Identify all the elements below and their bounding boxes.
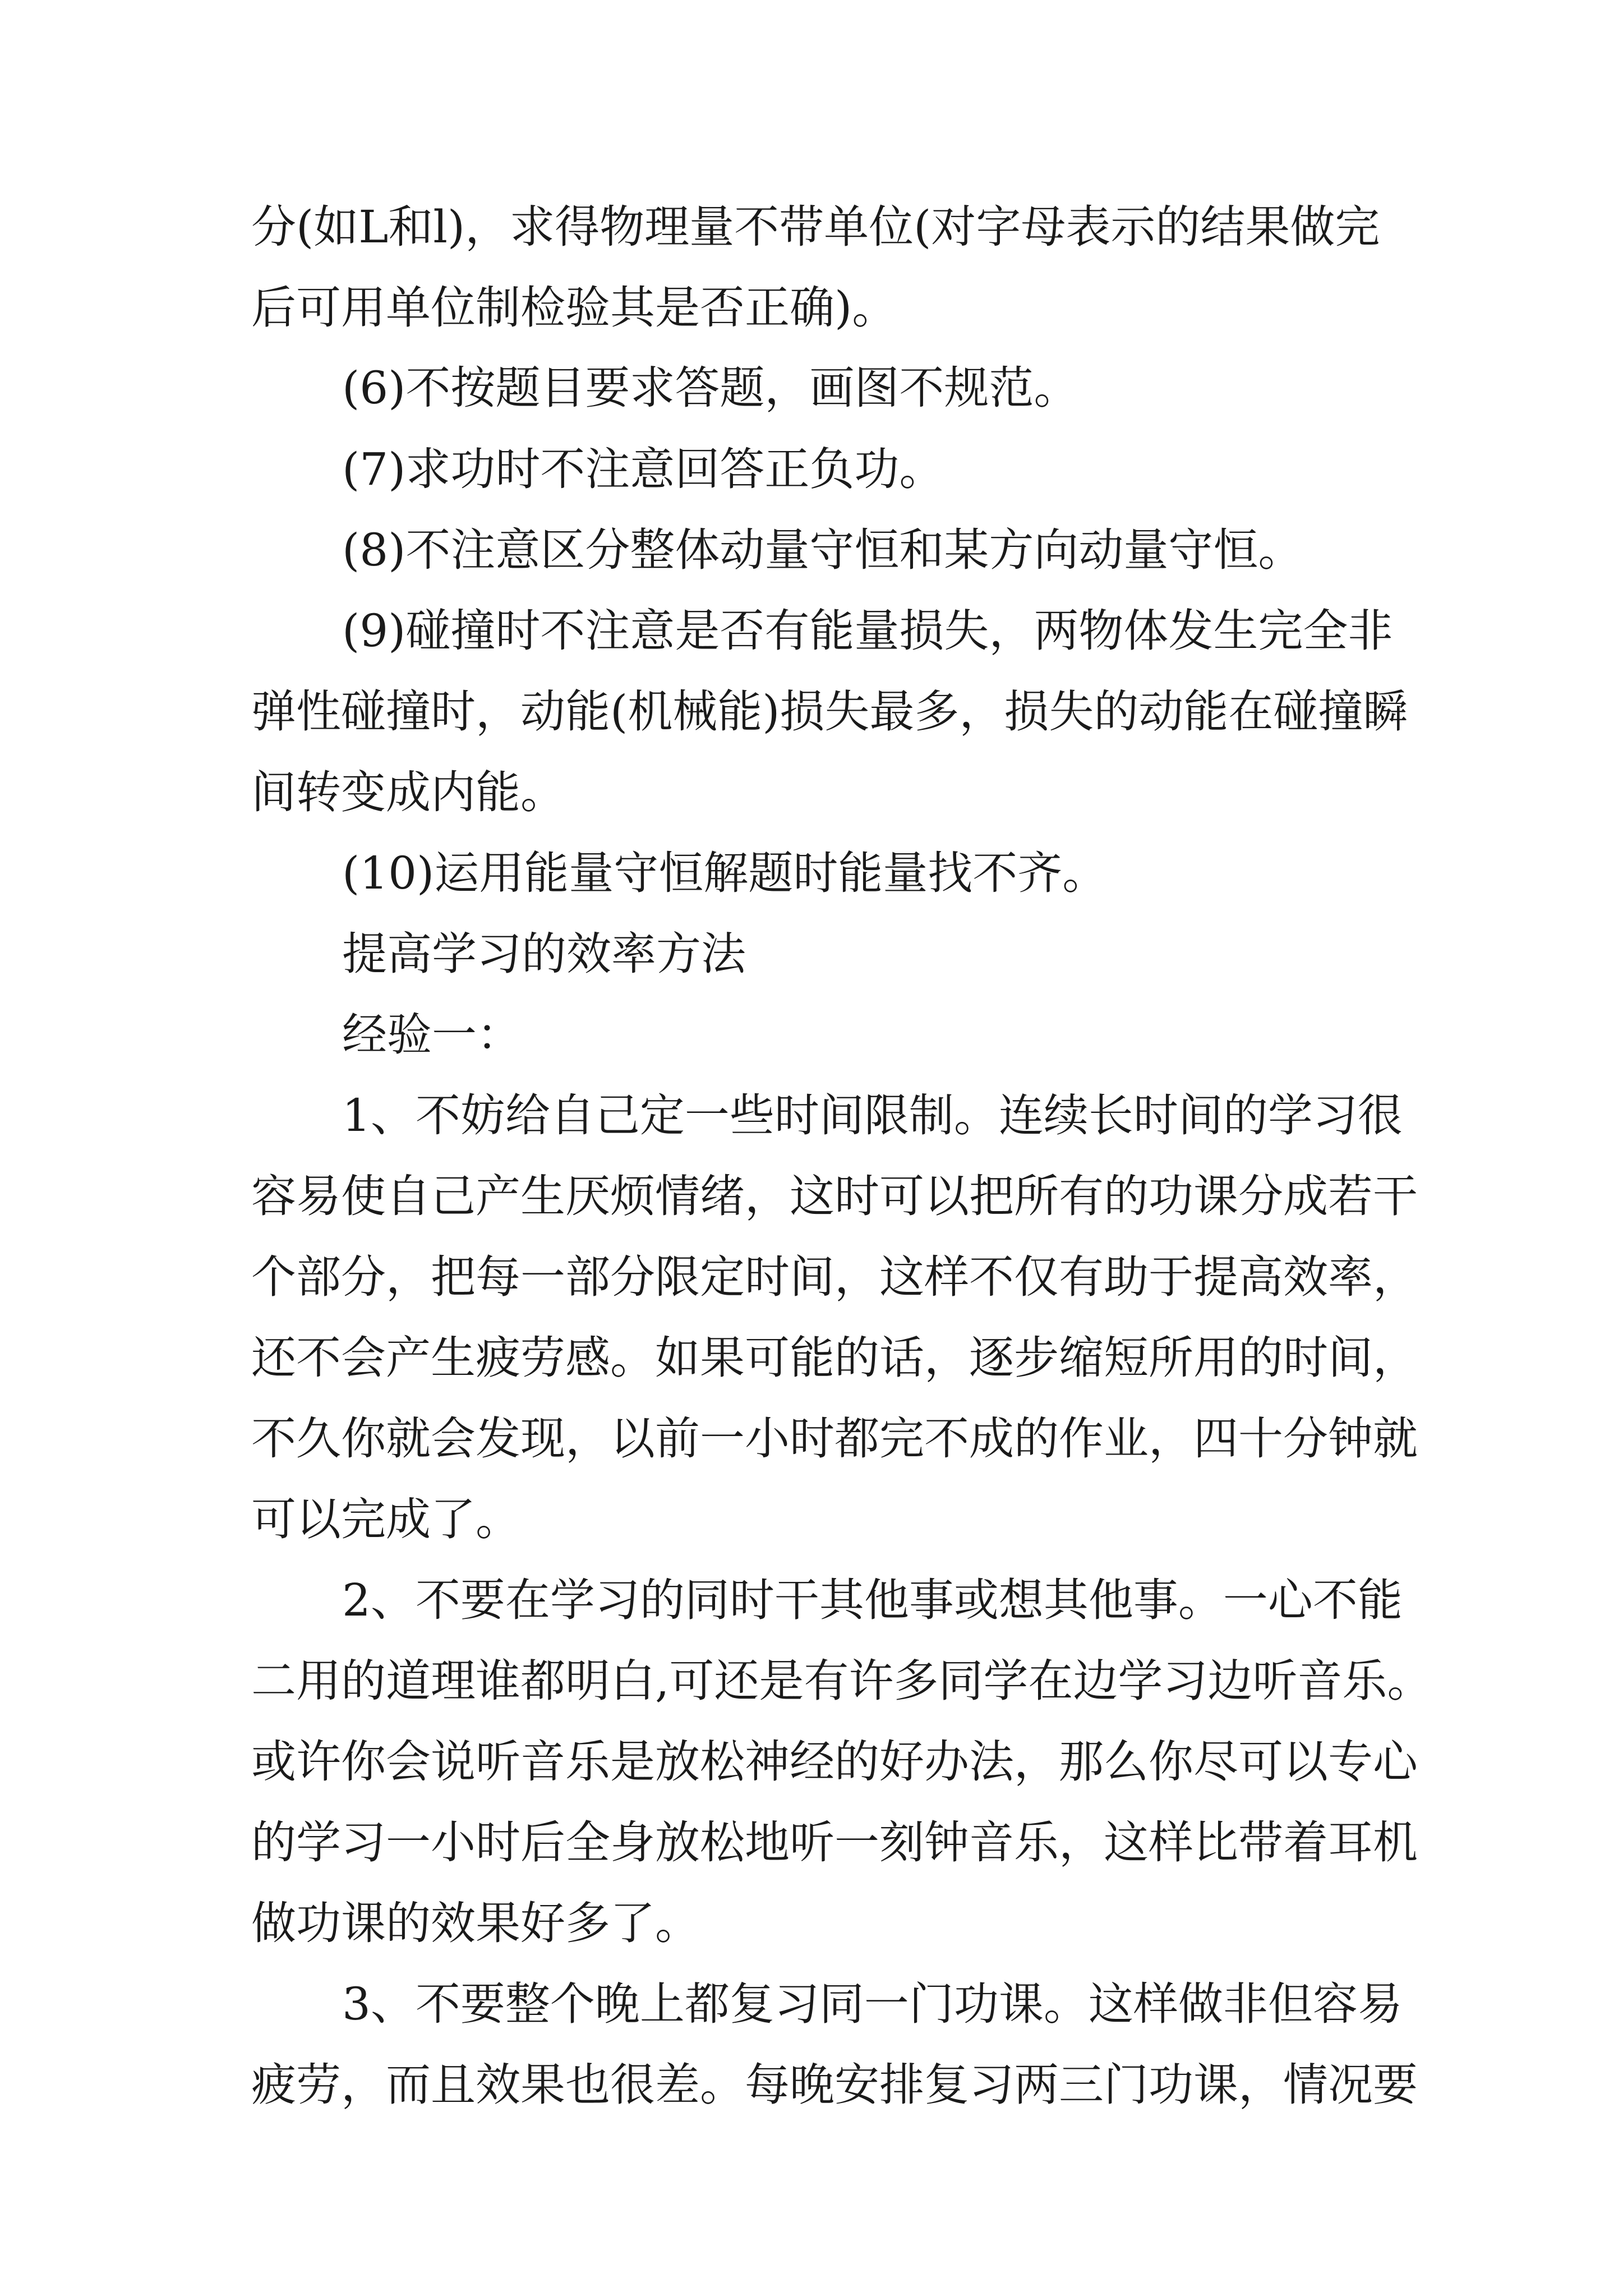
text-line: 二用的道理谁都明白,可还是有许多同学在边学习边听音乐。 (251, 1655, 1432, 1707)
text-line: 2、不要在学习的同时干其他事或想其他事。一心不能 (342, 1574, 1403, 1626)
text-line: (8)不注意区分整体动量守恒和某方向动量守恒。 (342, 524, 1303, 576)
text-line: 不久你就会发现，以前一小时都完不成的作业，四十分钟就 (251, 1412, 1418, 1465)
subheading: 经验一： (342, 1009, 522, 1061)
text-line: (7)求功时不注意回答正负功。 (342, 443, 944, 495)
text-line: 个部分，把每一部分限定时间，这样不仅有助于提高效率， (251, 1251, 1418, 1303)
text-line: 或许你会说听音乐是放松神经的好办法，那么你尽可以专心 (251, 1736, 1418, 1788)
text-line: 弹性碰撞时，动能(机械能)损失最多，损失的动能在碰撞瞬 (251, 685, 1408, 738)
text-line: 后可用单位制检验其是否正确)。 (251, 282, 897, 334)
text-line: 容易使自己产生厌烦情绪，这时可以把所有的功课分成若干 (251, 1170, 1418, 1222)
text-line: 疲劳，而且效果也很差。每晚安排复习两三门功课，情况要 (251, 2059, 1418, 2111)
text-line: 3、不要整个晚上都复习同一门功课。这样做非但容易 (342, 1978, 1403, 2030)
text-line: 可以完成了。 (251, 1493, 520, 1545)
text-line: 1、不妨给自己定一些时间限制。连续长时间的学习很 (342, 1089, 1403, 1142)
text-line: (9)碰撞时不注意是否有能量损失，两物体发生完全非 (342, 605, 1393, 657)
section-heading: 提高学习的效率方法 (342, 928, 746, 980)
text-line: 分(如L和l)，求得物理量不带单位(对字母表示的结果做完 (251, 201, 1380, 253)
text-line: 还不会产生疲劳感。如果可能的话，逐步缩短所用的时间， (251, 1332, 1418, 1384)
text-line: 间转变成内能。 (251, 766, 565, 818)
text-line: (6)不按题目要求答题，画图不规范。 (342, 362, 1079, 414)
text-line: 做功课的效果好多了。 (251, 1897, 700, 1949)
text-line: 的学习一小时后全身放松地听一刻钟音乐，这样比带着耳机 (251, 1816, 1418, 1869)
text-line: (10)运用能量守恒解题时能量找不齐。 (342, 847, 1108, 899)
